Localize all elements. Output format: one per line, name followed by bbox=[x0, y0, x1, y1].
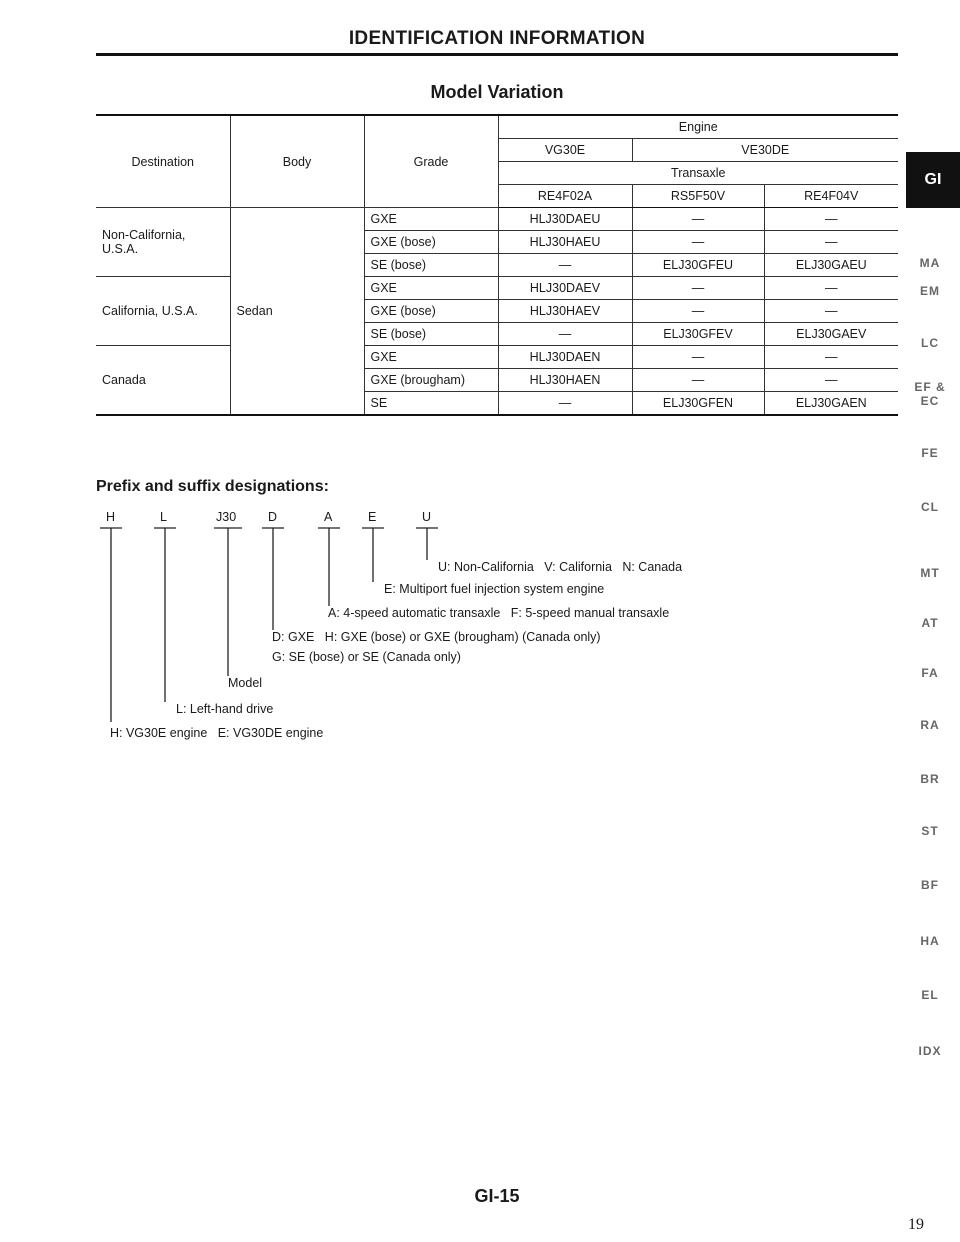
label-g: G: SE (bose) or SE (Canada only) bbox=[272, 650, 461, 664]
grade-cell: GXE bbox=[364, 208, 498, 231]
head-transaxle: Transaxle bbox=[498, 162, 898, 185]
grade-cell: GXE (brougham) bbox=[364, 369, 498, 392]
model-variation-table bbox=[96, 114, 898, 416]
head-re4f02a: RE4F02A bbox=[498, 185, 632, 208]
section-tab-gi[interactable]: GI bbox=[906, 152, 960, 208]
model-cell: ELJ30GFEV bbox=[632, 323, 764, 346]
model-cell: — bbox=[632, 208, 764, 231]
head-vg30e: VG30E bbox=[498, 139, 632, 162]
designation-diagram bbox=[96, 508, 796, 748]
grade-cell: SE (bose) bbox=[364, 254, 498, 277]
model-cell: ELJ30GFEN bbox=[632, 392, 764, 416]
section-link-fa[interactable]: FA bbox=[921, 666, 939, 680]
model-cell: — bbox=[498, 254, 632, 277]
model-cell: — bbox=[764, 277, 898, 300]
head-body: Body bbox=[230, 115, 364, 208]
section-link-cl[interactable]: CL bbox=[921, 500, 939, 514]
destination-cell: Canada bbox=[96, 346, 230, 416]
section-link-ef-ec[interactable]: EF & EC bbox=[914, 380, 946, 408]
model-cell: HLJ30DAEV bbox=[498, 277, 632, 300]
page-title: IDENTIFICATION INFORMATION bbox=[348, 28, 646, 49]
model-cell: — bbox=[498, 323, 632, 346]
model-cell: — bbox=[632, 277, 764, 300]
body-cell: Sedan bbox=[230, 208, 364, 416]
page-number: GI-15 bbox=[474, 1186, 520, 1206]
model-cell: HLJ30HAEV bbox=[498, 300, 632, 323]
label-a: A: 4-speed automatic transaxle F: 5-speed manual transaxle bbox=[328, 606, 670, 620]
model-cell: HLJ30DAEU bbox=[498, 208, 632, 231]
label-d: D: GXE H: GXE (bose) or GXE (brougham) (Canada only) bbox=[272, 630, 601, 644]
grade-cell: GXE (bose) bbox=[364, 231, 498, 254]
model-cell: — bbox=[498, 392, 632, 416]
grade-cell: GXE bbox=[364, 346, 498, 369]
prefix-letter-d: D bbox=[268, 510, 278, 524]
sheet-number: 19 bbox=[908, 1216, 924, 1233]
label-left-hand-drive: L: Left-hand drive bbox=[176, 702, 274, 716]
model-cell: — bbox=[632, 369, 764, 392]
label-engine: H: VG30E engine E: VG30DE engine bbox=[110, 726, 324, 740]
grade-cell: GXE bbox=[364, 277, 498, 300]
model-cell: — bbox=[632, 300, 764, 323]
model-cell: — bbox=[764, 300, 898, 323]
section-link-st[interactable]: ST bbox=[921, 824, 939, 838]
section-link-idx[interactable]: IDX bbox=[918, 1044, 942, 1058]
model-cell: — bbox=[764, 208, 898, 231]
title-rule bbox=[96, 53, 898, 56]
grade-cell: SE (bose) bbox=[364, 323, 498, 346]
model-cell: ELJ30GAEV bbox=[764, 323, 898, 346]
section-link-em[interactable]: EM bbox=[920, 284, 940, 298]
model-cell: HLJ30HAEU bbox=[498, 231, 632, 254]
model-cell: — bbox=[632, 231, 764, 254]
prefix-suffix-title: Prefix and suffix designations: bbox=[96, 478, 329, 495]
grade-cell: SE bbox=[364, 392, 498, 416]
prefix-letter-u: U bbox=[422, 510, 432, 524]
section-link-ha[interactable]: HA bbox=[920, 934, 940, 948]
model-cell: — bbox=[632, 346, 764, 369]
label-u: U: Non-California V: California N: Canada bbox=[438, 560, 683, 574]
prefix-letter-l: L bbox=[160, 510, 167, 524]
head-ve30de: VE30DE bbox=[632, 139, 898, 162]
section-link-br[interactable]: BR bbox=[920, 772, 940, 786]
model-cell: ELJ30GAEU bbox=[764, 254, 898, 277]
model-cell: HLJ30HAEN bbox=[498, 369, 632, 392]
section-link-fe[interactable]: FE bbox=[921, 446, 939, 460]
section-link-lc[interactable]: LC bbox=[921, 336, 939, 350]
destination-cell: California, U.S.A. bbox=[96, 277, 230, 346]
section-link-at[interactable]: AT bbox=[921, 616, 939, 630]
label-model: Model bbox=[228, 676, 263, 690]
prefix-letter-j30: J30 bbox=[216, 510, 237, 524]
prefix-letter-a: A bbox=[324, 510, 333, 524]
head-destination: Destination bbox=[96, 115, 230, 208]
model-cell: — bbox=[764, 346, 898, 369]
head-engine: Engine bbox=[498, 115, 898, 139]
model-cell: — bbox=[764, 369, 898, 392]
model-cell: ELJ30GFEU bbox=[632, 254, 764, 277]
label-e: E: Multiport fuel injection system engine bbox=[384, 582, 605, 596]
model-cell: ELJ30GAEN bbox=[764, 392, 898, 416]
prefix-letter-h: H bbox=[106, 510, 116, 524]
model-cell: HLJ30DAEN bbox=[498, 346, 632, 369]
prefix-letter-e: E bbox=[368, 510, 377, 524]
section-link-ra[interactable]: RA bbox=[920, 718, 940, 732]
section-link-bf[interactable]: BF bbox=[921, 878, 939, 892]
model-cell: — bbox=[764, 231, 898, 254]
head-grade: Grade bbox=[364, 115, 498, 208]
head-re4f04v: RE4F04V bbox=[764, 185, 898, 208]
grade-cell: GXE (bose) bbox=[364, 300, 498, 323]
section-title: Model Variation bbox=[430, 82, 564, 102]
section-link-el[interactable]: EL bbox=[921, 988, 939, 1002]
section-link-mt[interactable]: MT bbox=[920, 566, 940, 580]
section-link-ma[interactable]: MA bbox=[919, 256, 941, 270]
head-rs5f50v: RS5F50V bbox=[632, 185, 764, 208]
destination-cell: Non-California, U.S.A. bbox=[96, 208, 230, 277]
